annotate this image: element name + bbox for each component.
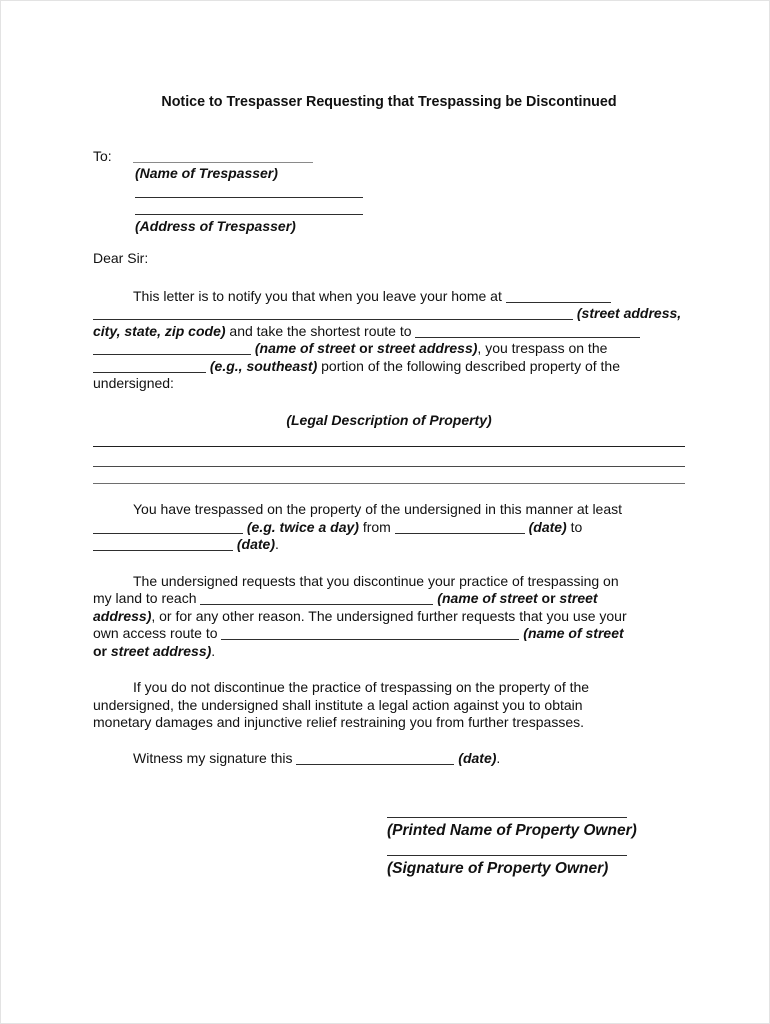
text-segment: (name of street <box>254 340 356 356</box>
first-line-indent <box>93 585 133 586</box>
text-line <box>93 148 685 166</box>
text-segment: , or for any other reason. The undersigned further requests that you use your <box>151 607 627 624</box>
spacer <box>93 177 135 178</box>
text-line <box>93 697 685 715</box>
write-in-line <box>93 447 685 467</box>
text-line <box>93 218 685 236</box>
recipient-block <box>93 148 685 236</box>
text-line <box>93 750 685 768</box>
text-line <box>93 305 685 323</box>
text-segment: (Address of Trespasser) <box>135 217 296 234</box>
witness-signature-line <box>93 750 685 768</box>
blank-fill-line <box>135 201 363 215</box>
text-segment: (e.g., southeast) <box>209 357 318 374</box>
text-segment: and take the shortest route to <box>225 322 416 339</box>
spacer <box>93 195 135 196</box>
blank-fill-line <box>200 591 433 605</box>
text-segment: (date) <box>458 749 497 766</box>
text-line <box>93 200 685 218</box>
text-segment: or <box>537 590 560 606</box>
text-segment: (street address, <box>576 305 682 321</box>
text-segment: (Signature of Property Owner) <box>387 860 609 877</box>
blank-fill-line <box>133 149 313 163</box>
blank-fill-line <box>387 842 627 856</box>
first-line-indent <box>93 513 133 514</box>
text-segment: street <box>559 590 598 606</box>
text-line <box>93 165 685 183</box>
text-line <box>387 859 685 878</box>
text-segment: from <box>358 518 395 535</box>
text-line <box>387 821 685 840</box>
text-segment: If you do not discontinue the practice of trespassing on the property of the <box>133 679 590 695</box>
text-line <box>387 840 685 859</box>
blank-fill-line <box>296 751 454 765</box>
text-segment: city, state, zip code) <box>93 322 226 339</box>
text-segment: . <box>496 749 501 766</box>
first-line-indent <box>93 762 133 763</box>
text-segment: own access route to <box>93 625 222 641</box>
text-segment: to <box>566 518 583 535</box>
spacer <box>93 230 135 231</box>
text-line <box>93 573 685 591</box>
text-line <box>387 802 685 821</box>
text-segment: The undersigned requests that you discontinue your practice of trespassing on <box>133 572 619 589</box>
blank-fill-line <box>93 537 233 551</box>
blank-fill-line <box>387 804 627 818</box>
text-segment: (date) <box>528 518 567 535</box>
text-line <box>93 679 685 697</box>
text-line <box>93 714 685 732</box>
text-segment: monetary damages and injunctive relief restraining you from further trespasses. <box>93 714 585 730</box>
text-line <box>93 183 685 201</box>
text-segment: (name of street <box>523 625 624 641</box>
write-in-line <box>93 429 685 447</box>
text-segment: street address) <box>377 340 478 356</box>
blank-fill-line <box>93 520 243 534</box>
text-segment: (Name of Trespasser) <box>135 165 278 181</box>
blank-fill-line <box>221 626 519 640</box>
text-segment: This letter is to notify you that when you leave your home at <box>133 287 506 304</box>
blank-fill-line <box>93 359 206 373</box>
text-segment: undersigned: <box>93 375 174 391</box>
salutation: Dear Sir: <box>93 250 149 266</box>
text-segment: address) <box>93 607 152 624</box>
text-segment: or <box>93 642 111 659</box>
text-line <box>93 288 685 306</box>
text-line <box>93 519 685 537</box>
blank-fill-line <box>415 324 640 338</box>
signature-block <box>387 802 685 878</box>
spacer <box>93 212 135 213</box>
spacer <box>112 160 133 161</box>
text-line <box>93 340 685 358</box>
text-segment: (e.g. twice a day) <box>246 518 359 535</box>
first-line-indent <box>93 300 133 301</box>
text-line <box>93 590 685 608</box>
text-segment: or <box>355 340 378 356</box>
text-line <box>93 501 685 519</box>
paragraph-warning <box>93 679 685 732</box>
blank-fill-line <box>93 341 251 355</box>
paragraph-trespassed <box>93 501 685 554</box>
first-line-indent <box>93 691 133 692</box>
text-line <box>93 536 685 554</box>
text-line <box>93 323 685 341</box>
paragraph-notify <box>93 288 685 393</box>
text-segment: . <box>275 536 279 552</box>
write-in-line <box>93 467 685 484</box>
text-segment: . <box>211 642 216 659</box>
text-line <box>93 643 685 661</box>
document-title: Notice to Trespasser Requesting that Trespassing be Discontinued <box>161 94 617 110</box>
text-line <box>93 375 685 393</box>
text-segment: Witness my signature this <box>133 749 297 766</box>
text-line <box>93 625 685 643</box>
text-segment: undersigned, the undersigned shall institute a legal action against you to obtain <box>93 696 583 713</box>
text-segment: portion of the following described property of the <box>317 357 620 374</box>
blank-fill-line <box>135 184 363 198</box>
text-segment: (Printed Name of Property Owner) <box>387 822 637 839</box>
text-line <box>93 358 685 376</box>
paragraph-request <box>93 573 685 661</box>
legal-description-write-in-area <box>93 429 685 484</box>
blank-fill-line <box>93 306 573 320</box>
blank-fill-line <box>395 520 525 534</box>
text-line <box>93 608 685 626</box>
blank-fill-line <box>506 289 611 303</box>
text-segment: (name of street <box>437 590 538 606</box>
text-segment: (date) <box>236 536 276 552</box>
text-segment: street address) <box>110 642 212 659</box>
legal-description-caption: (Legal Description of Property) <box>286 411 492 428</box>
text-segment: You have trespassed on the property of the undersigned in this manner at least <box>133 501 623 517</box>
text-segment: my land to reach <box>93 590 201 606</box>
text-segment: To: <box>93 147 112 164</box>
text-segment: , you trespass on the <box>477 340 608 356</box>
